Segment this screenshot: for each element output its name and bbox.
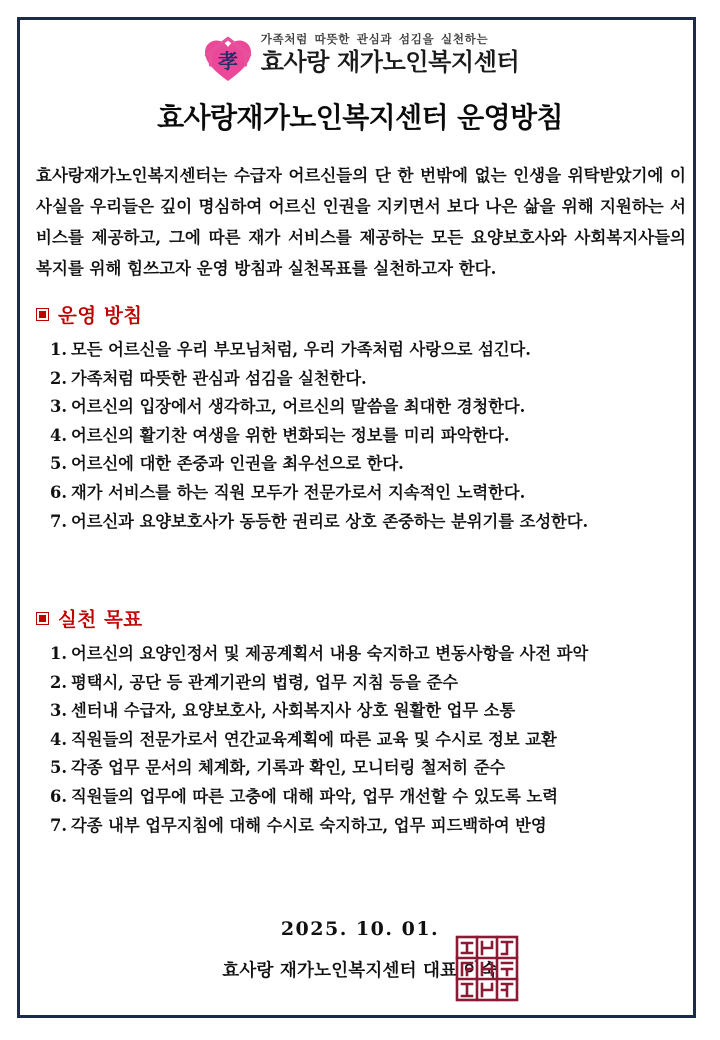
list-item-number: 7. [50, 511, 67, 531]
list-item [36, 393, 686, 422]
logo-organization-name: 효사랑 재가노인복지센터 [260, 47, 520, 76]
list-item-text: 어르신에 대한 존중과 인권을 최우선으로 한다. [71, 454, 404, 474]
list-item-text: 각종 업무 문서의 체계화, 기록과 확인, 모니터링 철저히 준수 [71, 758, 506, 778]
list-item-text: 평택시, 공단 등 관계기관의 법령, 업무 지침 등을 준수 [71, 672, 458, 692]
list-item [36, 365, 686, 394]
list-item [36, 422, 686, 451]
list-item [36, 783, 686, 812]
list-item-number: 2. [50, 672, 67, 692]
list-item [36, 336, 686, 365]
list-item-text: 직원들의 업무에 따른 고충에 대해 파악, 업무 개선할 수 있도록 노력 [71, 786, 559, 806]
list-item-number: 6. [50, 482, 67, 502]
section-heading-label: 실천 목표 [58, 608, 143, 631]
list-item-number: 1. [50, 340, 67, 359]
intro-text: 효사랑재가노인복지센터는 수급자 어르신들의 단 한 번밖에 없는 인생을 위탁받았기에 이 사실을 우리들은 깊이 명심하여 어르신 인권을 지키면서 보다 나은 삶을 위해 지원하는 서비스를 제공하고, 그에 따른 재가 서비스를 제공하는 모든 요양보호사와 사회복지사들의 복지를 위해 힘쓰고자 운영 방침과 실천목표를 실천하고자 한다. [36, 166, 686, 278]
list-item-text: 어르신의 요양인정서 및 제공계획서 내용 숙지하고 변동사항을 사전 파악 [71, 644, 589, 663]
list-item-number: 2. [50, 368, 67, 388]
list-item-number: 3. [50, 397, 67, 417]
list-item [36, 450, 686, 479]
heart-house-logo-icon [201, 34, 255, 86]
list-item-text: 어르신과 요양보호사가 동등한 권리로 상호 존중하는 분위기를 조성한다. [71, 511, 589, 531]
list-item-number: 4. [50, 425, 67, 445]
section-heading-label: 운영 방침 [58, 304, 143, 327]
section-heading-action-goals [36, 604, 686, 632]
section-action-goals [36, 604, 686, 840]
list-item-number: 7. [50, 815, 67, 835]
list-item-number: 5. [50, 758, 67, 778]
square-bullet-icon [36, 612, 49, 625]
document-date: 2025. 10. 01. [280, 918, 440, 940]
list-item [36, 669, 686, 698]
square-bullet-icon [36, 308, 49, 321]
operating-policy-list [36, 336, 686, 536]
list-item-number: 6. [50, 786, 67, 806]
document-footer [0, 912, 720, 984]
logo-hyo-character: 孝 [217, 49, 238, 73]
list-item [36, 726, 686, 755]
action-goals-list [36, 640, 686, 840]
signature-row [222, 958, 497, 984]
list-item [36, 508, 686, 537]
list-item-text: 직원들의 전문가로서 연간교육계획에 따른 교육 및 수시로 정보 교환 [71, 729, 557, 749]
list-item-text: 가족처럼 따뜻한 관심과 섬김을 실천한다. [71, 368, 367, 388]
logo-tagline: 가족처럼 따뜻한 관심과 섬김을 실천하는 [260, 32, 489, 46]
intro-paragraph [36, 160, 686, 284]
list-item-text: 모든 어르신을 우리 부모님처럼, 우리 가족처럼 사랑으로 섬긴다. [71, 340, 531, 359]
section-heading-operating-policy [36, 300, 686, 328]
list-item [36, 754, 686, 783]
logo-wordmark [261, 30, 520, 76]
list-item-text: 센터내 수급자, 요양보호사, 사회복지사 상호 원활한 업무 소통 [71, 701, 516, 721]
page-title: 효사랑재가노인복지센터 운영방침 [157, 101, 563, 134]
list-item-number: 4. [50, 729, 67, 749]
organization-logo-header [0, 30, 720, 92]
list-item-text: 어르신의 입장에서 생각하고, 어르신의 말씀을 최대한 경청한다. [71, 397, 526, 417]
signature-line: 효사랑 재가노인복지센터 대표 이숙 [222, 961, 498, 981]
list-item-text: 어르신의 활기찬 여생을 위한 변화되는 정보를 미리 파악한다. [71, 425, 510, 445]
section-operating-policy [36, 300, 686, 536]
list-item-number: 3. [50, 701, 67, 721]
list-item [36, 640, 686, 669]
list-item [36, 697, 686, 726]
official-seal-stamp [454, 933, 520, 1003]
list-item [36, 479, 686, 508]
list-item-number: 1. [50, 644, 67, 663]
list-item-text: 각종 내부 업무지침에 대해 수시로 숙지하고, 업무 피드백하여 반영 [71, 815, 547, 835]
list-item [36, 812, 686, 841]
list-item-text: 재가 서비스를 하는 직원 모두가 전문가로서 지속적인 노력한다. [71, 482, 526, 502]
list-item-number: 5. [50, 454, 67, 474]
